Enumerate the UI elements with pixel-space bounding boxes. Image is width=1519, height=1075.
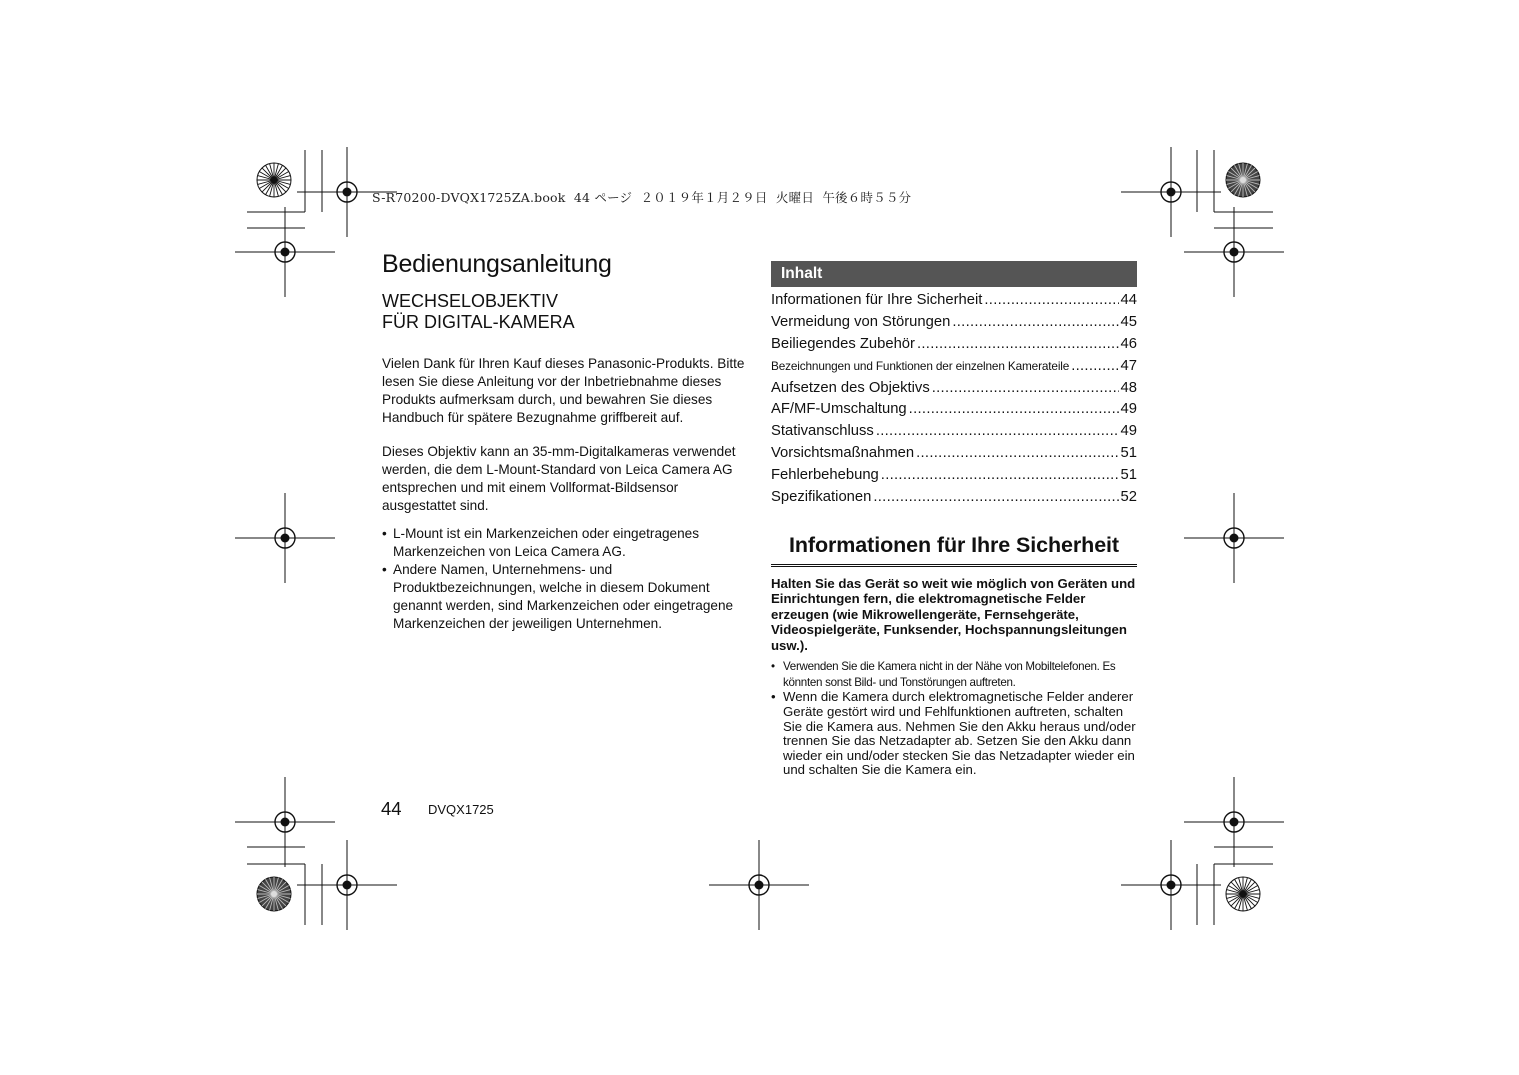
toc-entry[interactable] bbox=[771, 489, 1137, 511]
registration-target-icon bbox=[235, 777, 335, 867]
toc-entry[interactable] bbox=[771, 336, 1137, 358]
toc-entry-title: Fehlerbehebung bbox=[771, 467, 879, 484]
toc-list bbox=[771, 292, 1137, 511]
document-subtitle bbox=[382, 291, 752, 333]
safety-warning: Halten Sie das Gerät so weit wie möglich von Geräten und Einrichtungen fern, die elektromagnetische Felder erzeugen (wie Mikrowellengeräte, Fernsehgeräte, Videospielgeräte, Funksender, Hochspannungsleitungen usw.). bbox=[771, 575, 1136, 653]
registration-target-icon bbox=[1184, 777, 1284, 867]
toc-entry-page: 44 bbox=[1120, 292, 1137, 308]
registration-target-icon bbox=[1121, 840, 1221, 930]
toc-entry[interactable] bbox=[771, 445, 1137, 467]
page-number: 44 bbox=[381, 798, 402, 819]
registration-target-icon bbox=[1121, 147, 1221, 237]
toc-entry-page: 49 bbox=[1120, 401, 1137, 418]
toc-leader-dots bbox=[873, 489, 1118, 505]
color-register-star-icon bbox=[257, 163, 291, 197]
subtitle-line: FÜR DIGITAL-KAMERA bbox=[382, 312, 575, 332]
toc-entry[interactable] bbox=[771, 423, 1137, 445]
toc-entry-title: Aufsetzen des Objektivs bbox=[771, 379, 930, 396]
toc-entry-title: Stativanschluss bbox=[771, 423, 874, 440]
toc-leader-dots bbox=[917, 336, 1119, 352]
model-code: DVQX1725 bbox=[428, 802, 494, 817]
toc-entry-title: AF/MF-Umschaltung bbox=[771, 401, 907, 418]
toc-entry[interactable] bbox=[771, 380, 1137, 402]
toc-leader-dots bbox=[909, 401, 1119, 417]
trademark-item: • L-Mount ist ein Markenzeichen oder eingetragenes Markenzeichen von Leica Camera AG. bbox=[382, 525, 752, 561]
safety-list bbox=[771, 659, 1137, 778]
toc-entry-title: Vermeidung von Störungen bbox=[771, 313, 951, 330]
document-title: Bedienungsanleitung bbox=[382, 250, 612, 278]
safety-item: • Wenn die Kamera durch elektromagnetische Felder anderer Geräte gestört wird und Fehlfunktionen auftreten, schalten Sie die Kamera aus. Nehmen Sie den Akku heraus und/oder trennen Sie das Netzadapter ab. Setzen Sie den Akku dann wieder ein und/oder stecken Sie das Netzadapter wieder ein und schalten Sie die Kamera ein. bbox=[771, 690, 1137, 778]
toc-entry-page: 51 bbox=[1120, 467, 1137, 484]
compatibility-paragraph: Dieses Objektiv kann an 35-mm-Digitalkameras verwendet werden, die dem L-Mount-Standard von Leica Camera AG entsprechen und mit einem Vollformat-Bildsensor ausgestattet sind. bbox=[382, 444, 736, 513]
intro-paragraph: Vielen Dank für Ihren Kauf dieses Panasonic-Produkts. Bitte lesen Sie diese Anleitung vor der Inbetriebnahme dieses Produkts aufmerksam durch, und bewahren Sie dieses Handbuch für spätere Bezugnahme griffbereit auf. bbox=[382, 356, 745, 425]
safety-item: • Verwenden Sie die Kamera nicht in der Nähe von Mobiltelefonen. Es könnten sonst Bild- und Tonstörungen auftreten. bbox=[771, 659, 1137, 690]
subtitle-line: WECHSELOBJEKTIV bbox=[382, 291, 559, 311]
registration-target-icon bbox=[1184, 207, 1284, 297]
toc-leader-dots bbox=[916, 445, 1118, 461]
toc-entry[interactable] bbox=[771, 358, 1137, 380]
toc-entry-page: 46 bbox=[1120, 335, 1137, 352]
toc-entry-title: Informationen für Ihre Sicherheit bbox=[771, 292, 983, 308]
toc-entry-page: 48 bbox=[1120, 379, 1137, 396]
registration-target-icon bbox=[297, 840, 397, 930]
toc-entry[interactable] bbox=[771, 467, 1137, 489]
color-register-star-icon bbox=[257, 877, 291, 911]
toc-entry-page: 45 bbox=[1120, 313, 1137, 330]
registration-target-icon bbox=[235, 493, 335, 583]
toc-entry-title: Beiliegendes Zubehör bbox=[771, 335, 915, 352]
toc-leader-dots bbox=[952, 314, 1118, 330]
toc-entry-page: 51 bbox=[1120, 445, 1137, 462]
toc-leader-dots bbox=[1071, 358, 1118, 374]
registration-target-icon bbox=[1184, 493, 1284, 583]
toc-entry[interactable] bbox=[771, 292, 1137, 314]
toc-leader-dots bbox=[876, 423, 1119, 439]
toc-leader-dots bbox=[932, 380, 1119, 396]
registration-target-icon bbox=[235, 207, 335, 297]
toc-entry-title: Vorsichtsmaßnahmen bbox=[771, 445, 915, 462]
toc-leader-dots bbox=[881, 467, 1119, 483]
color-register-star-icon bbox=[1226, 163, 1260, 197]
toc-entry-title: Bezeichnungen und Funktionen der einzelnen Kamerateile bbox=[771, 358, 1070, 373]
toc-entry-page: 47 bbox=[1120, 357, 1137, 374]
toc-leader-dots bbox=[984, 292, 1118, 308]
toc-entry[interactable] bbox=[771, 401, 1137, 423]
toc-entry-page: 49 bbox=[1120, 423, 1137, 440]
toc-entry-page: 52 bbox=[1120, 489, 1137, 506]
color-register-star-icon bbox=[1226, 877, 1260, 911]
print-header-line: S-R70200-DVQX1725ZA.book 44 ページ ２０１９年１月２９日 火曜日 午後６時５５分 bbox=[372, 190, 912, 205]
toc-header: Inhalt bbox=[771, 261, 1137, 287]
safety-section-title: Informationen für Ihre Sicherheit bbox=[771, 533, 1137, 567]
trademark-list bbox=[382, 525, 752, 633]
trademark-item: • Andere Namen, Unternehmens- und Produktbezeichnungen, welche in diesem Dokument genannt werden, sind Markenzeichen oder eingetragene Markenzeichen der jeweiligen Unternehmen. bbox=[382, 561, 752, 633]
toc-entry[interactable] bbox=[771, 314, 1137, 336]
contents-column bbox=[771, 261, 1137, 778]
intro-column bbox=[382, 250, 752, 633]
registration-target-icon bbox=[709, 840, 809, 930]
toc-entry-title: Spezifikationen bbox=[771, 489, 872, 506]
